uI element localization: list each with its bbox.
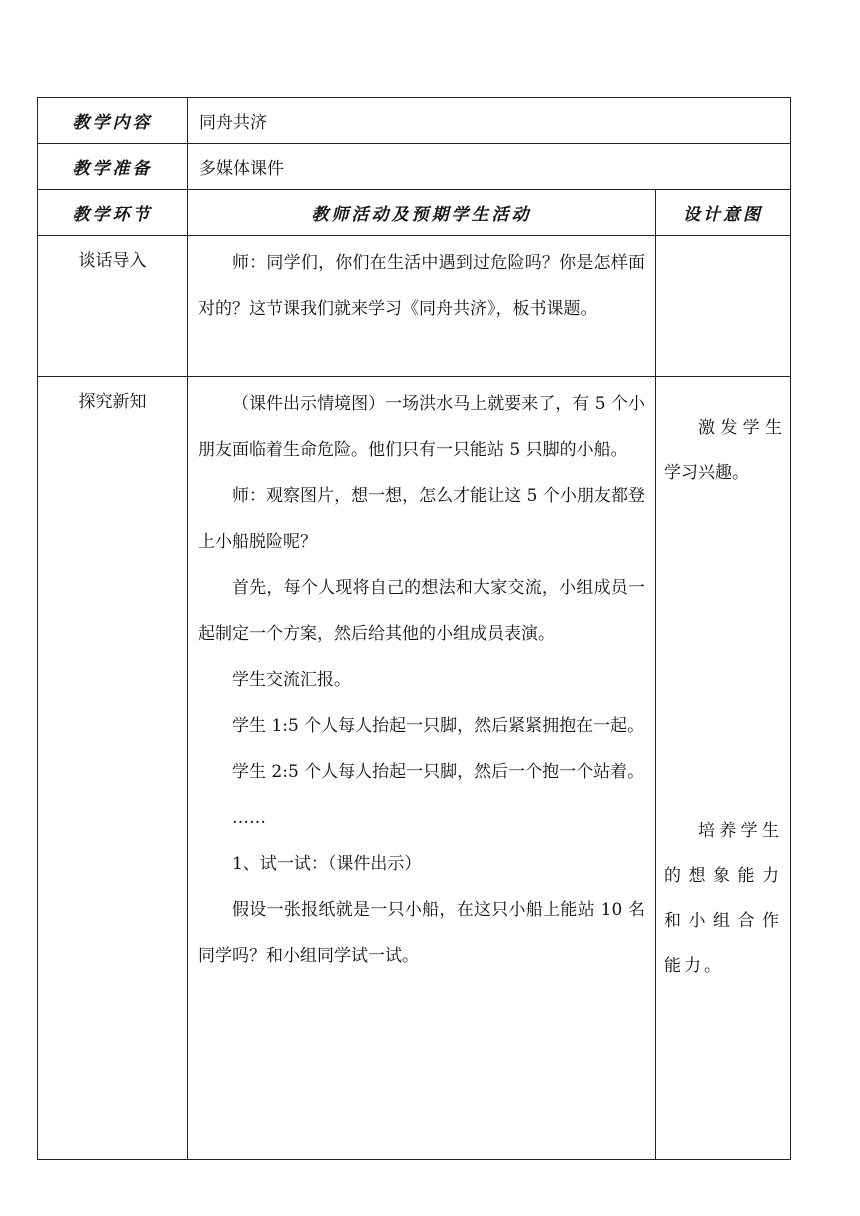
header-stage: 教学环节 bbox=[38, 190, 188, 236]
explore-paragraph-1: （课件出示情境图）一场洪水马上就要来了，有 5 个小朋友面临着生命危险。他们只有一只能站 5 只脚的小船。 bbox=[198, 394, 645, 460]
explore-paragraph-4: 学生交流汇报。 bbox=[232, 670, 351, 690]
row-teaching-content bbox=[38, 98, 791, 144]
teaching-preparation-label: 教学准备 bbox=[38, 144, 188, 190]
explore-paragraph-2: 师：观察图片，想一想，怎么才能让这 5 个小朋友都登上小船脱险呢？ bbox=[198, 486, 645, 552]
intro-stage: 谈话导入 bbox=[38, 236, 188, 377]
row-explore bbox=[38, 377, 791, 1160]
intro-intent bbox=[656, 236, 791, 377]
teaching-preparation-value: 多媒体课件 bbox=[188, 144, 791, 190]
explore-intent-1: 激发学生学习兴趣。 bbox=[664, 418, 782, 483]
explore-paragraph-5: 学生 1:5 个人每人抬起一只脚，然后紧紧拥抱在一起。 bbox=[232, 716, 645, 736]
row-column-headers bbox=[38, 190, 791, 236]
explore-intent-2: 培养学生的想象能力和小组合作能力。 bbox=[664, 821, 782, 976]
intro-paragraph-1: 师：同学们，你们在生活中遇到过危险吗？你是怎样面对的？这节课我们就来学习《同舟共济》，板书课题。 bbox=[198, 253, 645, 319]
explore-paragraph-3: 首先，每个人现将自己的想法和大家交流，小组成员一起制定一个方案，然后给其他的小组成员表演。 bbox=[198, 578, 645, 644]
explore-paragraph-9: 假设一张报纸就是一只小船，在这只小船上能站 10 名同学吗？和小组同学试一试。 bbox=[198, 900, 645, 966]
explore-paragraph-6: 学生 2:5 个人每人抬起一只脚，然后一个抱一个站着。 bbox=[232, 762, 645, 782]
explore-paragraph-7: …… bbox=[232, 808, 266, 828]
row-teaching-preparation bbox=[38, 144, 791, 190]
explore-paragraph-8: 1、试一试：（课件出示） bbox=[232, 854, 422, 874]
explore-intent bbox=[656, 377, 791, 1160]
row-intro bbox=[38, 236, 791, 377]
teaching-content-value: 同舟共济 bbox=[188, 98, 791, 144]
teaching-content-label: 教学内容 bbox=[38, 98, 188, 144]
explore-stage: 探究新知 bbox=[38, 377, 188, 1160]
header-activity: 教师活动及预期学生活动 bbox=[188, 190, 656, 236]
intro-activity bbox=[188, 236, 656, 377]
header-intent: 设计意图 bbox=[656, 190, 791, 236]
explore-activity bbox=[188, 377, 656, 1160]
lesson-plan-table bbox=[37, 97, 791, 1160]
